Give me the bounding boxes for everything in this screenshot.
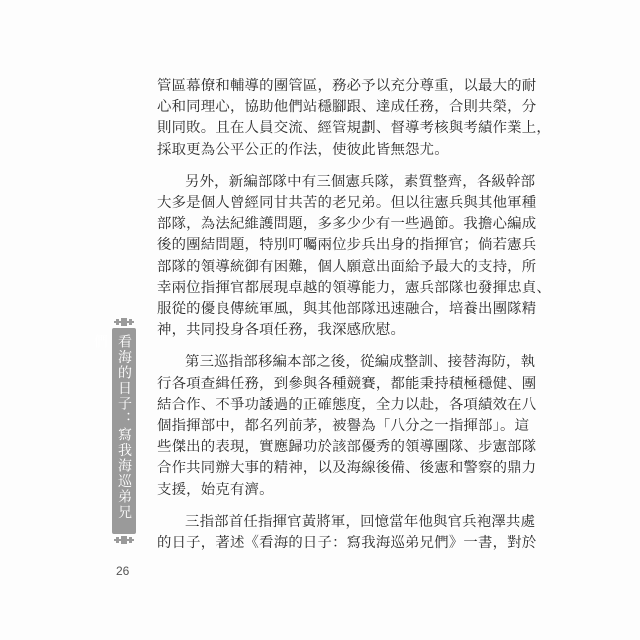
page-number: 26: [116, 564, 130, 578]
text-line: 後的團結問題，特別叮囑兩位步兵出身的指揮官；倘若憲兵: [157, 237, 537, 254]
tab-ornament-top: [114, 318, 134, 326]
text-line: 則同敗。且在人員交流、經管規劃、督導考核與考績作業上，: [157, 120, 551, 137]
text-line: 大多是個人曾經同甘共苦的老兄弟。但以往憲兵與其他軍種: [157, 195, 537, 212]
tab-background: [92, 328, 136, 534]
text-line: 部隊的領導統御有困難，個人願意出面給予最大的支持，所: [157, 258, 537, 275]
text-line: 另外，新編部隊中有三個憲兵隊，素質整齊，各級幹部: [185, 173, 536, 190]
paragraph: [157, 172, 551, 342]
tab-ornament-bottom: [114, 536, 134, 544]
text-line: 採取更為公平公正的作法，使彼此皆無怨尤。: [157, 141, 449, 158]
side-title-tab: [92, 318, 136, 544]
text-line: 心和同理心，協助他們站穩腳跟、達成任務，合則共榮，分: [157, 99, 537, 116]
text-line: 幸兩位指揮官都展現卓越的領導能力，憲兵部隊也發揮忠貞、: [157, 279, 551, 296]
text-line: 支援，始克有濟。: [157, 481, 274, 498]
body-text: [157, 76, 551, 554]
text-line: 行各項查緝任務，到參與各種競賽，都能秉持積極穩健、團: [157, 375, 537, 392]
text-line: 些傑出的表現，實應歸功於該部優秀的領導團隊、步憲部隊: [157, 439, 537, 456]
text-line: 第三巡指部移編本部之後，從編成整訓、接替海防，執: [185, 354, 536, 371]
text-line: 個指揮部中，都名列前茅，被譽為「八分之一指揮部」。這: [157, 418, 530, 435]
text-line: 神，共同投身各項任務，我深感欣慰。: [157, 322, 406, 339]
paragraph: [157, 352, 537, 500]
text-line: 的日子，著述《看海的日子：寫我海巡弟兄們》一書，對於: [157, 535, 537, 552]
text-line: 服從的優良傳統軍風，與其他部隊迅速融合，培養出團隊精: [157, 301, 537, 318]
book-title-vertical: 看海的日子：寫我海巡弟兄們: [92, 334, 132, 520]
text-line: 三指部首任指揮官黃將軍，回憶當年他與官兵袍澤共處: [185, 513, 536, 530]
text-line: 結合作、不爭功諉過的正確態度，全力以赴，各項績效在八: [157, 396, 537, 413]
text-line: 管區幕僚和輔導的團管區，務必予以充分尊重，以最大的耐: [157, 78, 537, 94]
text-line: 部隊，為法紀維護問題，多多少少有一些過節。我擔心編成: [157, 216, 537, 233]
paragraph: [157, 76, 551, 161]
text-line: 合作共同辦大事的精神，以及海線後備、後憲和警察的鼎力: [157, 460, 537, 477]
paragraph: [157, 512, 537, 554]
